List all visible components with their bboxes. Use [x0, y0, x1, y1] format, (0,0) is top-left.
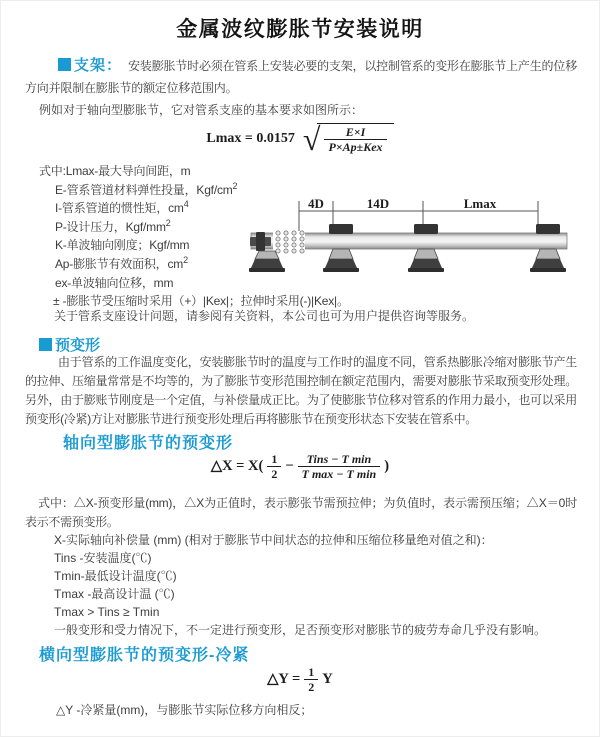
dim-label-14d: 14D — [366, 197, 390, 211]
page-title: 金属波纹膨胀节安装说明 — [176, 18, 424, 41]
def-line: ± -膨胀节受压缩时采用（+）|Kex|；拉伸时采用(-)|Kex|。 — [53, 294, 349, 309]
lateral-subheading: 横向型膨胀节的预变形-冷紧 — [39, 647, 250, 664]
dim-label-4d: 4D — [308, 197, 324, 211]
def-line: K-单波轴向刚度；Kgf/mm — [55, 238, 190, 253]
formula-dx-close: ) — [384, 458, 390, 474]
def-line: I-管系管道的惯性矩，$cm^4$ — [55, 199, 189, 216]
def-line: E-管系管道材料弹性投量，Kgf/$cm^2$ — [55, 180, 238, 197]
formula-lmax-denominator: P×Ap±Kex — [328, 140, 383, 154]
pipe-diagram-svg — [249, 197, 597, 289]
pipe-support-diagram — [249, 197, 597, 289]
formula-delta-y — [1, 665, 599, 694]
bellows — [273, 231, 305, 253]
support-paragraph — [25, 55, 577, 99]
axial-param-line: 一般变形和受力情况下，不一定进行预变形，足否预变形对膨胀节的疲劳寿命几乎没有影响。 — [54, 622, 547, 637]
formula-dx-minus: − — [285, 458, 294, 474]
formula-dy-lhs: △Y = — [267, 671, 301, 687]
formula-dy-numerator: 1 — [304, 665, 318, 680]
support-example-text: 例如对于轴向型膨胀节，它对管系支座的基本要求如图所示： — [39, 103, 364, 117]
formula-dy-rhs: Y — [322, 671, 333, 687]
sqrt-icon: √ — [302, 120, 321, 157]
axial-param-line: X-实际轴向补偿量 (mm) (相对于膨胀节中间状态的拉伸和压缩位移量绝对值之和)： — [54, 533, 493, 547]
support-intro-text: 安装膨胀节时必须在管系上安装必要的支架，以控制管系的变形在膨胀节上产生的位移方向并限制在膨胀节的额定位移范围内。 — [25, 59, 577, 95]
preform-section-heading-row — [39, 334, 100, 355]
support-section-heading: 支架： — [74, 57, 123, 74]
formula-dy-denominator: 2 — [308, 680, 315, 694]
axial-param-line: Tmax > Tins ≥ Tmin — [54, 604, 160, 619]
formula-dx-denominator: T max − T min — [301, 467, 377, 481]
formula-dx-numerator: Tins − T min — [298, 452, 381, 467]
lateral-description: △Y -冷紧量(mm)，与膨胀节实际位移方向相反； — [56, 703, 313, 717]
axial-param-line: Tins -安装温度(℃) — [54, 550, 152, 565]
def-line: 式中:Lmax-最大导向间距，m — [39, 164, 191, 178]
def-line: ex-单波轴向位移，mm — [55, 275, 174, 290]
section-bullet-icon — [39, 338, 52, 351]
formula-dx-half-num: 1 — [267, 452, 281, 467]
support-note: 关于管系支座设计问题，请参阅有关资料，本公司也可为用户提供咨询等服务。 — [54, 309, 475, 323]
axial-description: 式中：△X-预变形量(mm)，△X为正值时，表示膨张节需预拉伸；为负值时，表示需预压缩；△X＝0时表示不需预变形。 — [25, 496, 577, 529]
formula-dx-half-den: 2 — [271, 467, 278, 481]
preform-section-heading: 预变形 — [55, 337, 101, 354]
axial-parameter-list — [54, 532, 584, 639]
formula-delta-x — [1, 452, 599, 481]
formula-lmax — [1, 120, 599, 157]
axial-subheading: 轴向型膨胀节的预变形 — [63, 435, 234, 452]
formula-lmax-numerator: E×I — [324, 125, 386, 140]
formula-dx-lhs: △X = X( — [210, 458, 264, 474]
axial-param-line: Tmax -最高设计温 (℃) — [54, 586, 175, 601]
section-bullet-icon — [58, 58, 71, 71]
axial-param-line: Tmin-最低设计温度(℃) — [54, 568, 177, 583]
dim-label-lmax: Lmax — [463, 197, 497, 211]
def-line: P-设计压力，Kgf/$mm^2$ — [55, 217, 171, 234]
formula-lmax-prefix: Lmax = 0.0157 — [206, 130, 295, 146]
preform-paragraph: 由于管系的工作温度变化，安装膨胀节时的温度与工作时的温度不同，管系热膨胀冷缩对膨胀节产生的拉伸、压缩量常常是不均等的，为了膨胀节变形范围控制在额定范围内，需要对膨胀节采取预变形处理。另外，由于膨账节刚度是一个定值，与补偿量成正比。为了使膨胀节位移对管系的作用力最小，也可以采用预变形(冷紧)方让对膨胀节进行预变形处理后再将膨胀节在预变形状态下安装在管系中。 — [25, 355, 577, 426]
def-line: Ap-膨胀节有效面积，$cm^2$ — [55, 254, 188, 271]
